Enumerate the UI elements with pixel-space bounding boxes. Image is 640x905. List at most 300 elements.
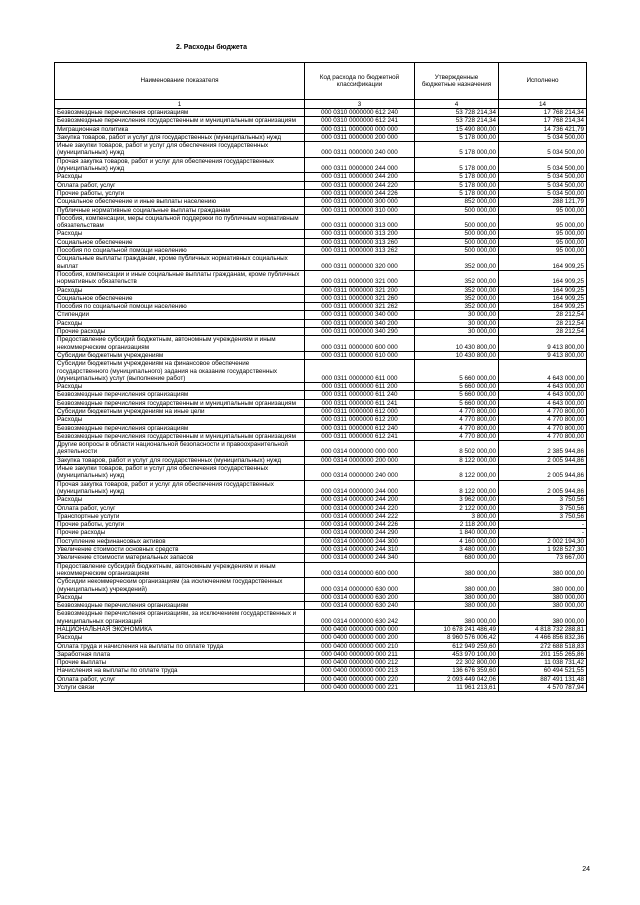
row-approved-cell: 5 178 000,00 bbox=[415, 142, 499, 158]
row-executed-cell: 380 000,00 bbox=[499, 602, 587, 610]
row-code-cell: 000 0311 0000000 321 260 bbox=[305, 294, 415, 302]
row-code-cell: 000 0314 0000000 244 000 bbox=[305, 480, 415, 496]
row-code-cell: 000 0314 0000000 630 240 bbox=[305, 602, 415, 610]
row-code-cell: 000 0314 0000000 244 290 bbox=[305, 529, 415, 537]
table-row bbox=[55, 562, 587, 578]
row-executed-cell: 28 212,54 bbox=[499, 319, 587, 327]
row-code-cell: 000 0314 0000000 244 310 bbox=[305, 546, 415, 554]
row-code-cell: 000 0314 0000000 630 000 bbox=[305, 578, 415, 594]
row-name-cell: Оплата труда и начисления на выплаты по оплате труда bbox=[55, 642, 305, 650]
row-executed-cell: 1 928 527,30 bbox=[499, 546, 587, 554]
row-code-cell: 000 0310 0000000 612 241 bbox=[305, 117, 415, 125]
row-name-cell: Субсидии некоммерческим организациям (за исключением государственных (муниципальных) учреждений) bbox=[55, 578, 305, 594]
row-code-cell: 000 0311 0000000 611 000 bbox=[305, 360, 415, 383]
row-name-cell: Расходы bbox=[55, 416, 305, 424]
row-code-cell: 000 0311 0000000 200 000 bbox=[305, 133, 415, 141]
table-row bbox=[55, 416, 587, 424]
table-row bbox=[55, 336, 587, 352]
row-executed-cell: 17 768 214,34 bbox=[499, 117, 587, 125]
row-executed-cell: 164 909,25 bbox=[499, 286, 587, 294]
row-name-cell: Прочая закупка товаров, работ и услуг для обеспечения государственных (муниципальных) нужд bbox=[55, 480, 305, 496]
row-executed-cell: 380 000,00 bbox=[499, 562, 587, 578]
row-name-cell: Безвозмездные перечисления организациям bbox=[55, 602, 305, 610]
row-code-cell: 000 0314 0000000 630 242 bbox=[305, 610, 415, 626]
header-name: Наименование показателя bbox=[55, 63, 305, 100]
row-executed-cell: 272 688 518,83 bbox=[499, 642, 587, 650]
row-approved-cell: 8 960 576 006,42 bbox=[415, 634, 499, 642]
table-row bbox=[55, 626, 587, 634]
row-code-cell: 000 0400 0000000 000 220 bbox=[305, 675, 415, 683]
row-approved-cell: 5 178 000,00 bbox=[415, 157, 499, 173]
row-executed-cell: 4 570 787,94 bbox=[499, 684, 587, 692]
table-row bbox=[55, 684, 587, 692]
row-approved-cell: 5 178 000,00 bbox=[415, 189, 499, 197]
row-approved-cell: 136 676 359,60 bbox=[415, 667, 499, 675]
table-row bbox=[55, 675, 587, 683]
row-code-cell: 000 0314 0000000 000 000 bbox=[305, 441, 415, 457]
row-executed-cell: 3 750,56 bbox=[499, 504, 587, 512]
row-approved-cell: 8 502 000,00 bbox=[415, 441, 499, 457]
row-code-cell: 000 0314 0000000 244 220 bbox=[305, 504, 415, 512]
row-executed-cell: 4 643 000,00 bbox=[499, 360, 587, 383]
table-row bbox=[55, 659, 587, 667]
table-row bbox=[55, 328, 587, 336]
table-row bbox=[55, 189, 587, 197]
column-number: 14 bbox=[499, 100, 587, 109]
row-code-cell: 000 0311 0000000 000 000 bbox=[305, 125, 415, 133]
row-name-cell: Безвозмездные перечисления государственным и муниципальным организациям bbox=[55, 432, 305, 440]
row-executed-cell: 4 643 000,00 bbox=[499, 391, 587, 399]
column-number-row bbox=[55, 100, 587, 109]
row-approved-cell: 1 840 000,00 bbox=[415, 529, 499, 537]
row-name-cell: Оплата работ, услуг bbox=[55, 181, 305, 189]
table-row bbox=[55, 391, 587, 399]
row-executed-cell: 9 413 800,00 bbox=[499, 351, 587, 359]
row-executed-cell: 95 000,00 bbox=[499, 230, 587, 238]
row-approved-cell: 3 480 000,00 bbox=[415, 546, 499, 554]
row-approved-cell: 500 000,00 bbox=[415, 206, 499, 214]
section-title: 2. Расходы бюджета bbox=[176, 44, 247, 51]
row-name-cell: Публичные нормативные социальные выплаты гражданам bbox=[55, 206, 305, 214]
table-row bbox=[55, 667, 587, 675]
row-name-cell: Иные закупки товаров, работ и услуг для обеспечения государственных (муниципальных) нужд bbox=[55, 142, 305, 158]
row-approved-cell: 852 000,00 bbox=[415, 198, 499, 206]
row-approved-cell: 30 000,00 bbox=[415, 319, 499, 327]
row-code-cell: 000 0311 0000000 240 000 bbox=[305, 142, 415, 158]
row-approved-cell: 5 178 000,00 bbox=[415, 173, 499, 181]
row-name-cell: Безвозмездные перечисления государственным и муниципальным организациям bbox=[55, 117, 305, 125]
row-approved-cell: 30 000,00 bbox=[415, 328, 499, 336]
row-approved-cell: 5 660 000,00 bbox=[415, 391, 499, 399]
row-code-cell: 000 0311 0000000 321 262 bbox=[305, 303, 415, 311]
row-executed-cell: 4 770 800,00 bbox=[499, 416, 587, 424]
row-code-cell: 000 0311 0000000 340 290 bbox=[305, 328, 415, 336]
row-executed-cell: 5 034 500,00 bbox=[499, 173, 587, 181]
row-approved-cell: 2 093 449 042,06 bbox=[415, 675, 499, 683]
row-executed-cell: 5 034 500,00 bbox=[499, 181, 587, 189]
row-approved-cell: 612 949 259,60 bbox=[415, 642, 499, 650]
row-executed-cell: 5 034 500,00 bbox=[499, 142, 587, 158]
row-code-cell: 000 0314 0000000 244 340 bbox=[305, 554, 415, 562]
row-name-cell: Прочие работы, услуги bbox=[55, 521, 305, 529]
row-executed-cell: 4 818 732 288,81 bbox=[499, 626, 587, 634]
table-row bbox=[55, 181, 587, 189]
row-approved-cell: 53 728 214,34 bbox=[415, 117, 499, 125]
row-name-cell: Заработная плата bbox=[55, 650, 305, 658]
row-name-cell: Другие вопросы в области национальной безопасности и правоохранительной деятельности bbox=[55, 441, 305, 457]
row-code-cell: 000 0400 0000000 000 212 bbox=[305, 659, 415, 667]
row-code-cell: 000 0311 0000000 611 241 bbox=[305, 399, 415, 407]
row-code-cell: 000 0311 0000000 313 260 bbox=[305, 238, 415, 246]
row-name-cell: Расходы bbox=[55, 286, 305, 294]
row-approved-cell: 352 000,00 bbox=[415, 255, 499, 271]
row-approved-cell: 2 118 200,00 bbox=[415, 521, 499, 529]
row-code-cell: 000 0311 0000000 320 000 bbox=[305, 255, 415, 271]
page-number: 24 bbox=[582, 866, 590, 873]
row-code-cell: 000 0314 0000000 244 200 bbox=[305, 496, 415, 504]
row-code-cell: 000 0311 0000000 321 200 bbox=[305, 286, 415, 294]
row-code-cell: 000 0311 0000000 600 000 bbox=[305, 336, 415, 352]
row-approved-cell: 2 122 000,00 bbox=[415, 504, 499, 512]
row-approved-cell: 8 122 000,00 bbox=[415, 465, 499, 481]
row-executed-cell: 380 000,00 bbox=[499, 610, 587, 626]
row-approved-cell: 4 770 800,00 bbox=[415, 407, 499, 415]
table-row bbox=[55, 303, 587, 311]
row-code-cell: 000 0314 0000000 240 000 bbox=[305, 465, 415, 481]
table-row bbox=[55, 157, 587, 173]
row-name-cell: Услуги связи bbox=[55, 684, 305, 692]
row-name-cell: Увеличение стоимости материальных запасов bbox=[55, 554, 305, 562]
table-row bbox=[55, 230, 587, 238]
row-code-cell: 000 0314 0000000 630 200 bbox=[305, 593, 415, 601]
table-row bbox=[55, 198, 587, 206]
row-executed-cell: - bbox=[499, 521, 587, 529]
row-code-cell: 000 0311 0000000 310 000 bbox=[305, 206, 415, 214]
row-approved-cell: 4 160 000,00 bbox=[415, 537, 499, 545]
table-row bbox=[55, 537, 587, 545]
row-name-cell: Субсидии бюджетным учреждениям bbox=[55, 351, 305, 359]
table-row bbox=[55, 465, 587, 481]
column-number: 4 bbox=[415, 100, 499, 109]
table-row bbox=[55, 351, 587, 359]
row-code-cell: 000 0311 0000000 611 200 bbox=[305, 383, 415, 391]
row-executed-cell: 380 000,00 bbox=[499, 578, 587, 594]
row-code-cell: 000 0311 0000000 244 000 bbox=[305, 157, 415, 173]
row-name-cell: Безвозмездные перечисления государственным и муниципальным организациям bbox=[55, 399, 305, 407]
row-executed-cell: 4 643 000,00 bbox=[499, 399, 587, 407]
row-name-cell: Расходы bbox=[55, 383, 305, 391]
row-name-cell: Пособия по социальной помощи населению bbox=[55, 303, 305, 311]
row-executed-cell: 11 038 731,42 bbox=[499, 659, 587, 667]
row-approved-cell: 3 962 000,00 bbox=[415, 496, 499, 504]
table-row bbox=[55, 504, 587, 512]
row-approved-cell: 500 000,00 bbox=[415, 238, 499, 246]
row-name-cell: Поступление нефинансовых активов bbox=[55, 537, 305, 545]
row-name-cell: Прочая закупка товаров, работ и услуг для обеспечения государственных (муниципальных) нужд bbox=[55, 157, 305, 173]
table-row bbox=[55, 578, 587, 594]
row-name-cell: Субсидии бюджетным учреждениям на иные цели bbox=[55, 407, 305, 415]
table-row bbox=[55, 529, 587, 537]
row-name-cell: Расходы bbox=[55, 593, 305, 601]
row-approved-cell: 5 178 000,00 bbox=[415, 181, 499, 189]
row-approved-cell: 680 000,00 bbox=[415, 554, 499, 562]
row-executed-cell: 73 667,00 bbox=[499, 554, 587, 562]
row-executed-cell: 288 121,79 bbox=[499, 198, 587, 206]
row-approved-cell: 8 122 000,00 bbox=[415, 480, 499, 496]
table-row bbox=[55, 496, 587, 504]
table-row bbox=[55, 610, 587, 626]
row-name-cell: Расходы bbox=[55, 230, 305, 238]
row-name-cell: Безвозмездные перечисления организациям bbox=[55, 424, 305, 432]
row-code-cell: 000 0310 0000000 612 240 bbox=[305, 109, 415, 117]
row-name-cell: Прочие расходы bbox=[55, 529, 305, 537]
row-name-cell: Стипендии bbox=[55, 311, 305, 319]
row-code-cell: 000 0311 0000000 612 200 bbox=[305, 416, 415, 424]
row-code-cell: 000 0400 0000000 000 200 bbox=[305, 634, 415, 642]
table-row bbox=[55, 554, 587, 562]
row-code-cell: 000 0311 0000000 244 220 bbox=[305, 181, 415, 189]
row-name-cell: Расходы bbox=[55, 319, 305, 327]
table-body bbox=[55, 109, 587, 692]
row-name-cell: Расходы bbox=[55, 173, 305, 181]
row-name-cell: Безвозмездные перечисления организациям bbox=[55, 391, 305, 399]
row-executed-cell: 4 770 800,00 bbox=[499, 424, 587, 432]
table-row bbox=[55, 214, 587, 230]
row-executed-cell: 2 385 944,86 bbox=[499, 441, 587, 457]
row-code-cell: 000 0311 0000000 611 240 bbox=[305, 391, 415, 399]
row-name-cell: Миграционная политика bbox=[55, 125, 305, 133]
row-approved-cell: 15 490 800,00 bbox=[415, 125, 499, 133]
row-code-cell: 000 0311 0000000 610 000 bbox=[305, 351, 415, 359]
table-row bbox=[55, 286, 587, 294]
row-code-cell: 000 0400 0000000 000 211 bbox=[305, 650, 415, 658]
row-approved-cell: 5 178 000,00 bbox=[415, 133, 499, 141]
table-row bbox=[55, 142, 587, 158]
row-name-cell: Пособия по социальной помощи населению bbox=[55, 247, 305, 255]
row-executed-cell: 5 034 500,00 bbox=[499, 157, 587, 173]
table-row bbox=[55, 432, 587, 440]
row-code-cell: 000 0311 0000000 340 000 bbox=[305, 311, 415, 319]
table-row bbox=[55, 133, 587, 141]
row-code-cell: 000 0311 0000000 340 200 bbox=[305, 319, 415, 327]
row-code-cell: 000 0314 0000000 200 000 bbox=[305, 456, 415, 464]
row-name-cell: Прочие выплаты bbox=[55, 659, 305, 667]
table-row bbox=[55, 512, 587, 520]
row-code-cell: 000 0400 0000000 000 000 bbox=[305, 626, 415, 634]
header-code: Код расхода по бюджетной классификации bbox=[305, 63, 415, 100]
row-executed-cell: 164 909,25 bbox=[499, 294, 587, 302]
row-executed-cell: 28 212,54 bbox=[499, 311, 587, 319]
row-name-cell: Оплата работ, услуг bbox=[55, 675, 305, 683]
table-row bbox=[55, 125, 587, 133]
table-row bbox=[55, 294, 587, 302]
row-name-cell: Социальное обеспечение bbox=[55, 294, 305, 302]
row-code-cell: 000 0311 0000000 244 200 bbox=[305, 173, 415, 181]
row-name-cell: Увеличение стоимости основных средств bbox=[55, 546, 305, 554]
row-executed-cell: 9 413 800,00 bbox=[499, 336, 587, 352]
header-executed: Исполнено bbox=[499, 63, 587, 100]
table-row bbox=[55, 319, 587, 327]
row-name-cell: Пособия, компенсации и иные социальные выплаты гражданам, кроме публичных нормативных обязательств bbox=[55, 270, 305, 286]
row-approved-cell: 5 660 000,00 bbox=[415, 383, 499, 391]
row-name-cell: Иные закупки товаров, работ и услуг для обеспечения государственных (муниципальных) нужд bbox=[55, 465, 305, 481]
row-approved-cell: 53 728 214,34 bbox=[415, 109, 499, 117]
row-name-cell: Начисления на выплаты по оплате труда bbox=[55, 667, 305, 675]
row-name-cell: Безвозмездные перечисления организациям bbox=[55, 109, 305, 117]
row-approved-cell: 380 000,00 bbox=[415, 610, 499, 626]
table-row bbox=[55, 383, 587, 391]
table-row bbox=[55, 270, 587, 286]
row-approved-cell: 10 678 241 486,49 bbox=[415, 626, 499, 634]
row-name-cell: Расходы bbox=[55, 634, 305, 642]
row-executed-cell: 5 034 500,00 bbox=[499, 133, 587, 141]
row-executed-cell: 2 005 944,86 bbox=[499, 456, 587, 464]
table-row bbox=[55, 117, 587, 125]
row-approved-cell: 3 800,00 bbox=[415, 512, 499, 520]
row-executed-cell: 5 034 500,00 bbox=[499, 189, 587, 197]
row-name-cell: Безвозмездные перечисления организациям, за исключением государственных и муниципальных организаций bbox=[55, 610, 305, 626]
row-approved-cell: 10 430 800,00 bbox=[415, 351, 499, 359]
row-name-cell: Прочие расходы bbox=[55, 328, 305, 336]
row-name-cell: Предоставление субсидий бюджетным, автономным учреждениям и иным некоммерческим организациям bbox=[55, 562, 305, 578]
row-code-cell: 000 0314 0000000 244 300 bbox=[305, 537, 415, 545]
row-code-cell: 000 0311 0000000 313 262 bbox=[305, 247, 415, 255]
row-executed-cell: 17 768 214,34 bbox=[499, 109, 587, 117]
row-executed-cell: 887 491 131,48 bbox=[499, 675, 587, 683]
row-executed-cell: 60 494 521,55 bbox=[499, 667, 587, 675]
table-row bbox=[55, 206, 587, 214]
table-row bbox=[55, 424, 587, 432]
table-row bbox=[55, 441, 587, 457]
row-approved-cell: 380 000,00 bbox=[415, 578, 499, 594]
expenditure-table bbox=[54, 62, 587, 692]
row-code-cell: 000 0314 0000000 600 000 bbox=[305, 562, 415, 578]
column-number: 1 bbox=[55, 100, 305, 109]
row-name-cell: Оплата работ, услуг bbox=[55, 504, 305, 512]
row-executed-cell: 2 005 944,86 bbox=[499, 465, 587, 481]
row-code-cell: 000 0311 0000000 321 000 bbox=[305, 270, 415, 286]
table-row bbox=[55, 634, 587, 642]
row-executed-cell: 4 770 800,00 bbox=[499, 432, 587, 440]
row-approved-cell: 8 122 000,00 bbox=[415, 456, 499, 464]
row-approved-cell: 352 000,00 bbox=[415, 294, 499, 302]
row-approved-cell: 380 000,00 bbox=[415, 562, 499, 578]
row-approved-cell: 10 430 800,00 bbox=[415, 336, 499, 352]
row-approved-cell: 30 000,00 bbox=[415, 311, 499, 319]
row-name-cell: Социальное обеспечение и иные выплаты населению bbox=[55, 198, 305, 206]
table-row bbox=[55, 173, 587, 181]
row-approved-cell: 352 000,00 bbox=[415, 270, 499, 286]
row-code-cell: 000 0311 0000000 313 000 bbox=[305, 214, 415, 230]
table-row bbox=[55, 109, 587, 117]
column-number: 3 bbox=[305, 100, 415, 109]
row-approved-cell: 22 302 800,00 bbox=[415, 659, 499, 667]
row-code-cell: 000 0400 0000000 000 213 bbox=[305, 667, 415, 675]
row-name-cell: Расходы bbox=[55, 496, 305, 504]
table-row bbox=[55, 456, 587, 464]
row-executed-cell: 164 909,25 bbox=[499, 270, 587, 286]
row-approved-cell: 380 000,00 bbox=[415, 602, 499, 610]
row-code-cell: 000 0311 0000000 612 240 bbox=[305, 424, 415, 432]
table-row bbox=[55, 311, 587, 319]
row-code-cell: 000 0314 0000000 244 226 bbox=[305, 521, 415, 529]
row-approved-cell: 380 000,00 bbox=[415, 593, 499, 601]
row-code-cell: 000 0314 0000000 244 222 bbox=[305, 512, 415, 520]
row-name-cell: НАЦИОНАЛЬНАЯ ЭКОНОМИКА bbox=[55, 626, 305, 634]
row-executed-cell: 3 750,56 bbox=[499, 512, 587, 520]
row-name-cell: Социальные выплаты гражданам, кроме публичных нормативных социальных выплат bbox=[55, 255, 305, 271]
row-name-cell: Закупка товаров, работ и услуг для государственных (муниципальных) нужд bbox=[55, 456, 305, 464]
table-row bbox=[55, 399, 587, 407]
row-name-cell: Закупка товаров, работ и услуг для государственных (муниципальных) нужд bbox=[55, 133, 305, 141]
row-executed-cell: 164 909,25 bbox=[499, 303, 587, 311]
table-row bbox=[55, 247, 587, 255]
row-executed-cell: 2 002 194,30 bbox=[499, 537, 587, 545]
row-code-cell: 000 0311 0000000 612 241 bbox=[305, 432, 415, 440]
row-name-cell: Социальное обеспечение bbox=[55, 238, 305, 246]
row-approved-cell: 4 770 800,00 bbox=[415, 432, 499, 440]
expenditure-table-container bbox=[54, 62, 586, 692]
row-code-cell: 000 0311 0000000 612 000 bbox=[305, 407, 415, 415]
table-row bbox=[55, 602, 587, 610]
row-approved-cell: 453 970 100,00 bbox=[415, 650, 499, 658]
row-approved-cell: 352 000,00 bbox=[415, 303, 499, 311]
table-row bbox=[55, 480, 587, 496]
row-executed-cell: 95 000,00 bbox=[499, 238, 587, 246]
row-code-cell: 000 0311 0000000 313 200 bbox=[305, 230, 415, 238]
row-executed-cell: 164 909,25 bbox=[499, 255, 587, 271]
header-approved: Утвержденные бюджетные назначения bbox=[415, 63, 499, 100]
row-executed-cell: 2 005 944,86 bbox=[499, 480, 587, 496]
row-approved-cell: 500 000,00 bbox=[415, 247, 499, 255]
row-executed-cell: 4 770 800,00 bbox=[499, 407, 587, 415]
row-name-cell: Транспортные услуги bbox=[55, 512, 305, 520]
row-approved-cell: 4 770 800,00 bbox=[415, 416, 499, 424]
table-row bbox=[55, 360, 587, 383]
row-name-cell: Предоставление субсидий бюджетным, автономным учреждениям и иным некоммерческим организациям bbox=[55, 336, 305, 352]
table-header-row bbox=[55, 63, 587, 100]
row-executed-cell: 95 000,00 bbox=[499, 214, 587, 230]
row-executed-cell: 14 736 421,79 bbox=[499, 125, 587, 133]
row-name-cell: Субсидии бюджетным учреждениям на финансовое обеспечение государственного (муниципального) задания на оказание государственных (муниципальных) услуг (выполнение работ) bbox=[55, 360, 305, 383]
row-code-cell: 000 0311 0000000 300 000 bbox=[305, 198, 415, 206]
row-approved-cell: 11 961 213,61 bbox=[415, 684, 499, 692]
row-approved-cell: 5 660 000,00 bbox=[415, 360, 499, 383]
table-row bbox=[55, 593, 587, 601]
table-row bbox=[55, 642, 587, 650]
table-row bbox=[55, 650, 587, 658]
row-name-cell: Прочие работы, услуги bbox=[55, 189, 305, 197]
row-name-cell: Пособия, компенсации, меры социальной поддержки по публичным нормативным обязательствам bbox=[55, 214, 305, 230]
row-approved-cell: 352 000,00 bbox=[415, 286, 499, 294]
row-code-cell: 000 0400 0000000 000 210 bbox=[305, 642, 415, 650]
row-executed-cell: 3 750,56 bbox=[499, 496, 587, 504]
table-row bbox=[55, 255, 587, 271]
row-executed-cell: 201 155 265,86 bbox=[499, 650, 587, 658]
row-approved-cell: 500 000,00 bbox=[415, 214, 499, 230]
table-row bbox=[55, 407, 587, 415]
row-executed-cell: 95 000,00 bbox=[499, 247, 587, 255]
row-executed-cell: 95 000,00 bbox=[499, 206, 587, 214]
table-row bbox=[55, 238, 587, 246]
row-code-cell: 000 0311 0000000 244 226 bbox=[305, 189, 415, 197]
row-approved-cell: 4 770 800,00 bbox=[415, 424, 499, 432]
row-executed-cell: 4 643 000,00 bbox=[499, 383, 587, 391]
row-executed-cell: 28 212,54 bbox=[499, 328, 587, 336]
table-row bbox=[55, 521, 587, 529]
row-executed-cell: - bbox=[499, 529, 587, 537]
row-executed-cell: 4 466 856 832,36 bbox=[499, 634, 587, 642]
